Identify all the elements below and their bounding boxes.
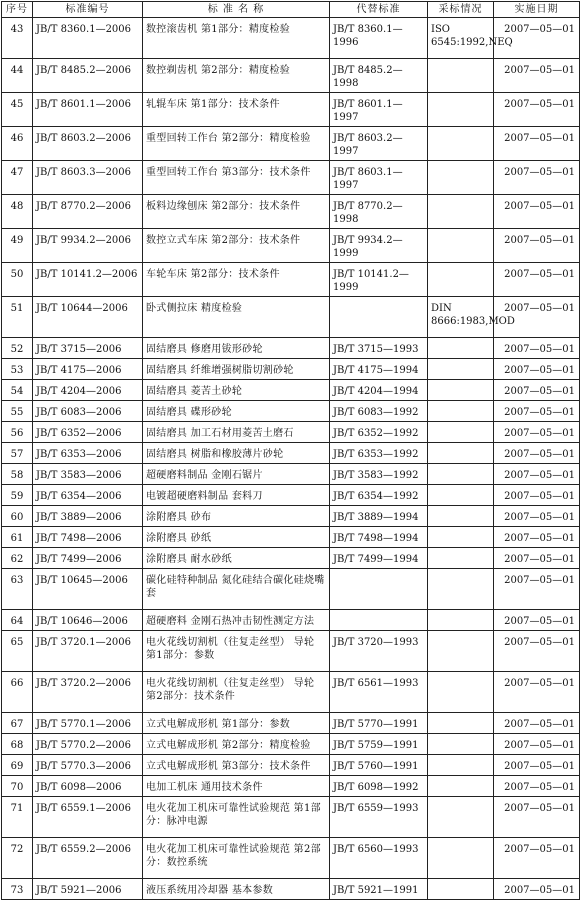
cell-std-no: JB/T 7499—2006 [33,548,143,569]
table-row [2,776,580,797]
cell-replaces: JB/T 3715—1993 [330,338,428,359]
cell-date: 2007—05—01 [494,776,580,797]
cell-replaces: JB/T 5760—1991 [330,755,428,776]
cell-date: 2007—05—01 [494,631,580,672]
cell-replaces: JB/T 3583—1992 [330,464,428,485]
table-row [2,297,580,338]
cell-adoption [428,195,494,229]
header-seq: 序号 [2,2,33,18]
table-row [2,838,580,879]
cell-replaces: JB/T 4175—1994 [330,359,428,380]
cell-name: 固结磨具 修磨用钹形砂轮 [143,338,330,359]
cell-std-no: JB/T 10644—2006 [33,297,143,338]
cell-date: 2007—05—01 [494,161,580,195]
cell-replaces: JB/T 6354—1992 [330,485,428,506]
cell-adoption [428,713,494,734]
cell-replaces: JB/T 5921—1991 [330,879,428,900]
cell-replaces: JB/T 3720—1993 [330,631,428,672]
cell-name: 立式电解成形机 第3部分：技术条件 [143,755,330,776]
cell-date: 2007—05—01 [494,879,580,900]
cell-adoption [428,464,494,485]
cell-seq: 66 [2,672,33,713]
cell-seq: 69 [2,755,33,776]
cell-adoption [428,422,494,443]
table-row [2,422,580,443]
cell-adoption [428,672,494,713]
cell-adoption: DIN 8666:1983,MOD [428,297,494,338]
table-row [2,464,580,485]
cell-seq: 46 [2,127,33,161]
cell-name: 超硬磨料制品 金刚石锯片 [143,464,330,485]
cell-seq: 56 [2,422,33,443]
cell-seq: 50 [2,263,33,297]
cell-adoption [428,755,494,776]
cell-name: 重型回转工作台 第3部分：技术条件 [143,161,330,195]
cell-name: 固结磨具 碟形砂轮 [143,401,330,422]
cell-seq: 60 [2,506,33,527]
cell-date: 2007—05—01 [494,401,580,422]
table-row [2,161,580,195]
table-row [2,506,580,527]
cell-name: 固结磨具 树脂和橡胶薄片砂轮 [143,443,330,464]
cell-replaces: JB/T 4204—1994 [330,380,428,401]
table-row [2,548,580,569]
cell-std-no: JB/T 4204—2006 [33,380,143,401]
table-row [2,755,580,776]
cell-adoption [428,527,494,548]
cell-seq: 71 [2,797,33,838]
table-header-row [2,2,580,18]
cell-date: 2007—05—01 [494,506,580,527]
table-row [2,631,580,672]
cell-adoption [428,548,494,569]
cell-replaces: JB/T 6353—1992 [330,443,428,464]
cell-replaces: JB/T 6559—1993 [330,797,428,838]
table-row [2,359,580,380]
cell-replaces: JB/T 8601.1—1997 [330,93,428,127]
cell-date: 2007—05—01 [494,93,580,127]
cell-name: 涂附磨具 砂布 [143,506,330,527]
cell-name: 电火花加工机床可靠性试验规范 第1部分：脉冲电源 [143,797,330,838]
cell-std-no: JB/T 3720.1—2006 [33,631,143,672]
cell-replaces: JB/T 6560—1993 [330,838,428,879]
cell-replaces [330,569,428,610]
cell-date: 2007—05—01 [494,195,580,229]
cell-date: 2007—05—01 [494,672,580,713]
cell-date: 2007—05—01 [494,297,580,338]
table-row [2,127,580,161]
cell-name: 电镀超硬磨料制品 套料刀 [143,485,330,506]
cell-replaces: JB/T 9934.2—1999 [330,229,428,263]
cell-date: 2007—05—01 [494,838,580,879]
cell-adoption [428,93,494,127]
cell-name: 固结磨具 菱苦土砂轮 [143,380,330,401]
cell-seq: 67 [2,713,33,734]
cell-std-no: JB/T 8603.2—2006 [33,127,143,161]
header-date: 实施日期 [494,2,580,18]
cell-adoption [428,610,494,631]
cell-seq: 72 [2,838,33,879]
cell-seq: 48 [2,195,33,229]
cell-std-no: JB/T 8601.1—2006 [33,93,143,127]
table-row [2,485,580,506]
table-row [2,18,580,59]
cell-replaces: JB/T 3889—1994 [330,506,428,527]
cell-adoption [428,485,494,506]
cell-seq: 57 [2,443,33,464]
cell-std-no: JB/T 6559.2—2006 [33,838,143,879]
cell-replaces: JB/T 6561—1993 [330,672,428,713]
cell-name: 数控滚齿机 第1部分：精度检验 [143,18,330,59]
table-row [2,713,580,734]
cell-std-no: JB/T 3715—2006 [33,338,143,359]
cell-adoption [428,797,494,838]
table-row [2,195,580,229]
cell-seq: 49 [2,229,33,263]
cell-date: 2007—05—01 [494,527,580,548]
cell-std-no: JB/T 3889—2006 [33,506,143,527]
cell-adoption [428,734,494,755]
cell-date: 2007—05—01 [494,548,580,569]
cell-adoption [428,338,494,359]
cell-adoption [428,506,494,527]
cell-name: 重型回转工作台 第2部分：精度检验 [143,127,330,161]
cell-std-no: JB/T 8770.2—2006 [33,195,143,229]
cell-seq: 58 [2,464,33,485]
table-row [2,263,580,297]
cell-std-no: JB/T 6098—2006 [33,776,143,797]
cell-adoption: ISO 6545:1992,NEQ [428,18,494,59]
cell-adoption [428,569,494,610]
cell-std-no: JB/T 7498—2006 [33,527,143,548]
cell-std-no: JB/T 4175—2006 [33,359,143,380]
cell-seq: 53 [2,359,33,380]
cell-date: 2007—05—01 [494,485,580,506]
cell-seq: 43 [2,18,33,59]
cell-date: 2007—05—01 [494,229,580,263]
cell-date: 2007—05—01 [494,338,580,359]
header-adoption: 采标情况 [428,2,494,18]
cell-std-no: JB/T 10646—2006 [33,610,143,631]
cell-name: 固结磨具 加工石材用菱苦土磨石 [143,422,330,443]
cell-seq: 51 [2,297,33,338]
cell-seq: 52 [2,338,33,359]
cell-adoption [428,443,494,464]
standards-table [1,1,580,900]
cell-std-no: JB/T 6559.1—2006 [33,797,143,838]
cell-adoption [428,631,494,672]
cell-replaces: JB/T 7498—1994 [330,527,428,548]
cell-name: 板料边缘刨床 第2部分：技术条件 [143,195,330,229]
cell-adoption [428,879,494,900]
cell-std-no: JB/T 9934.2—2006 [33,229,143,263]
cell-replaces: JB/T 6098—1992 [330,776,428,797]
cell-name: 立式电解成形机 第1部分：参数 [143,713,330,734]
cell-name: 涂附磨具 耐水砂纸 [143,548,330,569]
cell-replaces: JB/T 5770—1991 [330,713,428,734]
cell-seq: 65 [2,631,33,672]
cell-adoption [428,127,494,161]
table-row [2,59,580,93]
cell-date: 2007—05—01 [494,263,580,297]
cell-seq: 55 [2,401,33,422]
cell-replaces: JB/T 7499—1994 [330,548,428,569]
table-row [2,610,580,631]
table-row [2,672,580,713]
cell-name: 轧辊车床 第1部分：技术条件 [143,93,330,127]
table-row [2,443,580,464]
cell-name: 数控剃齿机 第2部分：精度检验 [143,59,330,93]
cell-date: 2007—05—01 [494,713,580,734]
cell-std-no: JB/T 6354—2006 [33,485,143,506]
cell-seq: 73 [2,879,33,900]
cell-date: 2007—05—01 [494,755,580,776]
cell-std-no: JB/T 5770.2—2006 [33,734,143,755]
cell-name: 电火花加工机床可靠性试验规范 第2部分：数控系统 [143,838,330,879]
cell-replaces: JB/T 8603.1—1997 [330,161,428,195]
cell-date: 2007—05—01 [494,422,580,443]
table-row [2,879,580,900]
cell-seq: 47 [2,161,33,195]
cell-replaces: JB/T 10141.2—1999 [330,263,428,297]
cell-name: 碳化硅特种制品 氮化硅结合碳化硅烧嘴套 [143,569,330,610]
cell-replaces: JB/T 8360.1—1996 [330,18,428,59]
cell-date: 2007—05—01 [494,380,580,401]
cell-date: 2007—05—01 [494,464,580,485]
cell-std-no: JB/T 5770.1—2006 [33,713,143,734]
cell-name: 立式电解成形机 第2部分：精度检验 [143,734,330,755]
cell-replaces: JB/T 8603.2—1997 [330,127,428,161]
table-row [2,527,580,548]
cell-name: 液压系统用冷却器 基本参数 [143,879,330,900]
cell-replaces [330,297,428,338]
cell-std-no: JB/T 6353—2006 [33,443,143,464]
cell-name: 涂附磨具 砂纸 [143,527,330,548]
cell-adoption [428,401,494,422]
table-row [2,569,580,610]
cell-seq: 54 [2,380,33,401]
cell-adoption [428,838,494,879]
cell-name: 电火花线切割机（往复走丝型） 导轮 第2部分：技术条件 [143,672,330,713]
cell-replaces: JB/T 8485.2—1998 [330,59,428,93]
cell-adoption [428,776,494,797]
cell-std-no: JB/T 8603.3—2006 [33,161,143,195]
table-body [2,18,580,900]
cell-std-no: JB/T 10645—2006 [33,569,143,610]
cell-seq: 63 [2,569,33,610]
table-row [2,93,580,127]
table-row [2,734,580,755]
cell-seq: 59 [2,485,33,506]
table-row [2,401,580,422]
cell-adoption [428,59,494,93]
cell-date: 2007—05—01 [494,569,580,610]
table-row [2,380,580,401]
table-row [2,229,580,263]
cell-date: 2007—05—01 [494,18,580,59]
cell-date: 2007—05—01 [494,127,580,161]
cell-std-no: JB/T 8485.2—2006 [33,59,143,93]
cell-std-no: JB/T 3583—2006 [33,464,143,485]
cell-seq: 45 [2,93,33,127]
cell-date: 2007—05—01 [494,443,580,464]
cell-adoption [428,229,494,263]
cell-std-no: JB/T 6352—2006 [33,422,143,443]
header-replaces: 代替标准 [330,2,428,18]
cell-date: 2007—05—01 [494,359,580,380]
header-std-no: 标准编号 [33,2,143,18]
cell-seq: 44 [2,59,33,93]
cell-replaces: JB/T 6083—1992 [330,401,428,422]
cell-std-no: JB/T 10141.2—2006 [33,263,143,297]
cell-name: 超硬磨料 金刚石热冲击韧性测定方法 [143,610,330,631]
cell-std-no: JB/T 8360.1—2006 [33,18,143,59]
cell-adoption [428,380,494,401]
cell-replaces: JB/T 8770.2—1998 [330,195,428,229]
cell-name: 车轮车床 第2部分：技术条件 [143,263,330,297]
cell-adoption [428,161,494,195]
table-row [2,797,580,838]
cell-seq: 68 [2,734,33,755]
cell-replaces: JB/T 6352—1992 [330,422,428,443]
cell-date: 2007—05—01 [494,610,580,631]
cell-std-no: JB/T 3720.2—2006 [33,672,143,713]
table-row [2,338,580,359]
cell-std-no: JB/T 5921—2006 [33,879,143,900]
cell-replaces [330,610,428,631]
cell-seq: 61 [2,527,33,548]
cell-name: 卧式侧拉床 精度检验 [143,297,330,338]
cell-std-no: JB/T 5770.3—2006 [33,755,143,776]
cell-seq: 62 [2,548,33,569]
cell-seq: 70 [2,776,33,797]
cell-adoption [428,359,494,380]
cell-name: 电加工机床 通用技术条件 [143,776,330,797]
cell-date: 2007—05—01 [494,797,580,838]
cell-name: 固结磨具 纤维增强树脂切割砂轮 [143,359,330,380]
cell-date: 2007—05—01 [494,59,580,93]
cell-seq: 64 [2,610,33,631]
cell-adoption [428,263,494,297]
cell-name: 电火花线切割机（往复走丝型） 导轮 第1部分：参数 [143,631,330,672]
cell-std-no: JB/T 6083—2006 [33,401,143,422]
header-name: 标 准 名 称 [143,2,330,18]
cell-date: 2007—05—01 [494,734,580,755]
cell-name: 数控立式车床 第2部分：技术条件 [143,229,330,263]
cell-replaces: JB/T 5759—1991 [330,734,428,755]
